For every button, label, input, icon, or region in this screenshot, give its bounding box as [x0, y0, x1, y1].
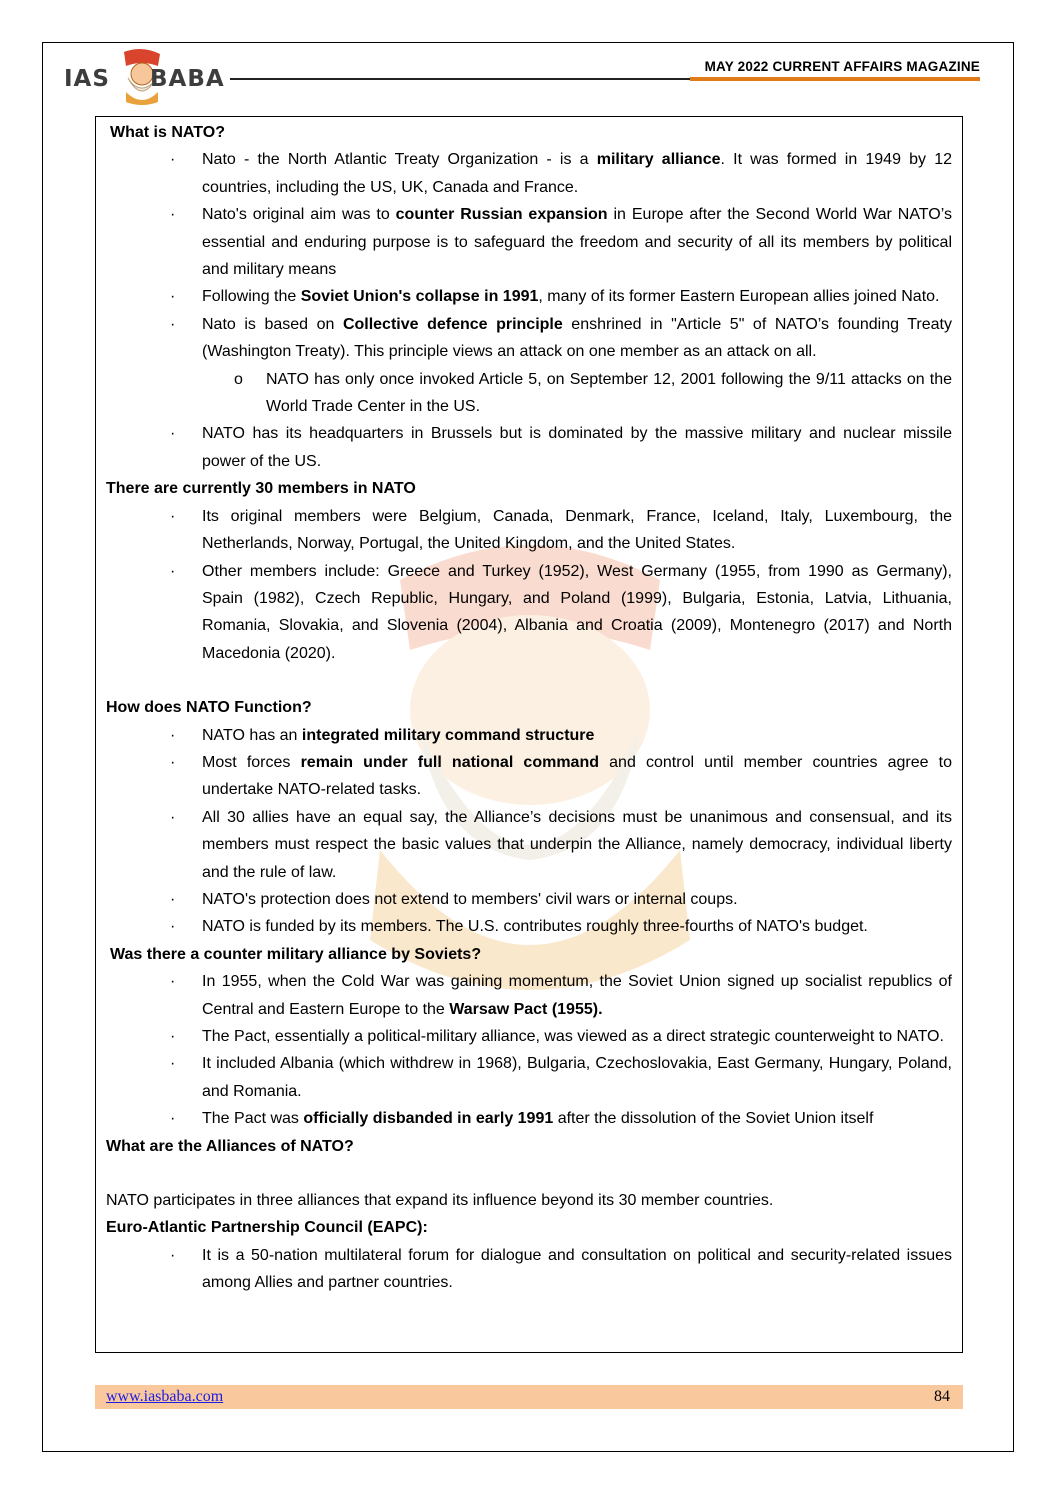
bullet-item: · In 1955, when the Cold War was gaining momentum, the Soviet Union signed up socialist republics of Central and Eastern Europe to the Warsaw Pact (1955).: [106, 968, 952, 1023]
sub-bullet-glyph: o: [234, 370, 243, 388]
bullet-item: · NATO's protection does not extend to members' civil wars or internal coups.: [106, 886, 952, 913]
bullet-item: · Most forces remain under full national command and control until member countries agree to undertake NATO-related tasks.: [106, 749, 952, 804]
header-divider: [230, 78, 690, 80]
bullet-glyph: ·: [170, 753, 176, 771]
bullet-glyph: ·: [170, 562, 176, 580]
bullet-glyph: ·: [170, 206, 176, 224]
heading-members: There are currently 30 members in NATO: [106, 480, 416, 498]
bullet-item: · NATO has its headquarters in Brussels but is dominated by the massive military and nuclear missile power of the US.: [106, 420, 952, 475]
bullet-glyph: ·: [170, 726, 176, 744]
bullet-item: · The Pact, essentially a political-military alliance, was viewed as a direct strategic counterweight to NATO.: [106, 1023, 952, 1050]
bullet-item: · It included Albania (which withdrew in 1968), Bulgaria, Czechoslovakia, East Germany, Hungary, Poland, and Romania.: [106, 1050, 952, 1105]
bullet-glyph: ·: [170, 288, 176, 306]
bullet-item: · Nato is based on Collective defence principle enshrined in "Article 5" of NATO’s founding Treaty (Washington Treaty). This principle views an attack on one member as an attack on all.: [106, 311, 952, 366]
heading-eapc: Euro-Atlantic Partnership Council (EAPC):: [106, 1219, 428, 1237]
bullet-glyph: ·: [170, 918, 176, 936]
magazine-title: MAY 2022 CURRENT AFFAIRS MAGAZINE: [704, 59, 980, 74]
bullet-glyph: ·: [170, 1028, 176, 1045]
bullet-item: · Other members include: Greece and Turkey (1952), West Germany (1955, from 1990 as Germany), Spain (1982), Czech Republic, Hungary, and Poland (1999), Bulgaria, Estonia, Latvia, Lithuania, Romania, Slovakia, and Slovenia (2004), Albania and Croatia (2009), Montenegro (2017) and North Macedonia (2020).: [106, 558, 952, 668]
bullet-item: · Its original members were Belgium, Canada, Denmark, France, Iceland, Italy, Luxembourg, the Netherlands, Norway, Portugal, the United Kingdom, and the United States.: [106, 503, 952, 558]
bullet-glyph: ·: [170, 1110, 176, 1128]
heading-function: How does NATO Function?: [106, 699, 312, 717]
bullet-glyph: ·: [170, 507, 176, 525]
logo-text-baba: BABA: [150, 66, 225, 92]
bullet-item: · NATO has an integrated military command structure: [106, 722, 952, 749]
heading-soviet-alliance: Was there a counter military alliance by Soviets?: [110, 945, 482, 963]
page-number: 84: [934, 1388, 950, 1405]
header-accent-divider: [690, 77, 980, 81]
sub-bullet-item: o NATO has only once invoked Article 5, on September 12, 2001 following the 9/11 attacks on the World Trade Center in the US.: [106, 366, 952, 421]
bullet-glyph: ·: [170, 425, 176, 443]
bullet-item: · Following the Soviet Union's collapse in 1991, many of its former Eastern European allies joined Nato.: [106, 283, 952, 310]
bullet-glyph: ·: [170, 315, 176, 333]
logo-text-ias: IAS: [64, 66, 110, 92]
bullet-glyph: ·: [170, 808, 176, 826]
bullet-item: · All 30 allies have an equal say, the Alliance’s decisions must be unanimous and consensual, and its members must respect the basic values that underpin the Alliance, namely democracy, individual liberty and the rule of law.: [106, 804, 952, 886]
heading-alliances: What are the Alliances of NATO?: [106, 1137, 354, 1155]
heading-what-is-nato: What is NATO?: [110, 124, 225, 141]
bullet-glyph: ·: [170, 973, 176, 991]
bullet-glyph: ·: [170, 1246, 176, 1264]
alliances-intro: NATO participates in three alliances that expand its influence beyond its 30 member countries.: [106, 1192, 774, 1210]
bullet-item: · It is a 50-nation multilateral forum for dialogue and consultation on political and security-related issues among Allies and partner countries.: [106, 1242, 952, 1297]
bullet-glyph: ·: [170, 1055, 176, 1073]
bullet-item: · The Pact was officially disbanded in early 1991 after the dissolution of the Soviet Union itself: [106, 1105, 952, 1132]
bullet-item: · NATO is funded by its members. The U.S. contributes roughly three-fourths of NATO's budget.: [106, 913, 952, 940]
bullet-item: · Nato - the North Atlantic Treaty Organization - is a military alliance. It was formed in 1949 by 12 countries, including the US, UK, Canada and France.: [106, 146, 952, 201]
bullet-glyph: ·: [170, 890, 176, 908]
footer-bar: [95, 1385, 963, 1409]
bullet-item: · Nato's original aim was to counter Russian expansion in Europe after the Second World War NATO’s essential and enduring purpose is to safeguard the freedom and security of all its members by political and military means: [106, 201, 952, 283]
article-body: [106, 119, 952, 1297]
website-link[interactable]: www.iasbaba.com: [106, 1388, 224, 1405]
bullet-glyph: ·: [170, 151, 176, 169]
